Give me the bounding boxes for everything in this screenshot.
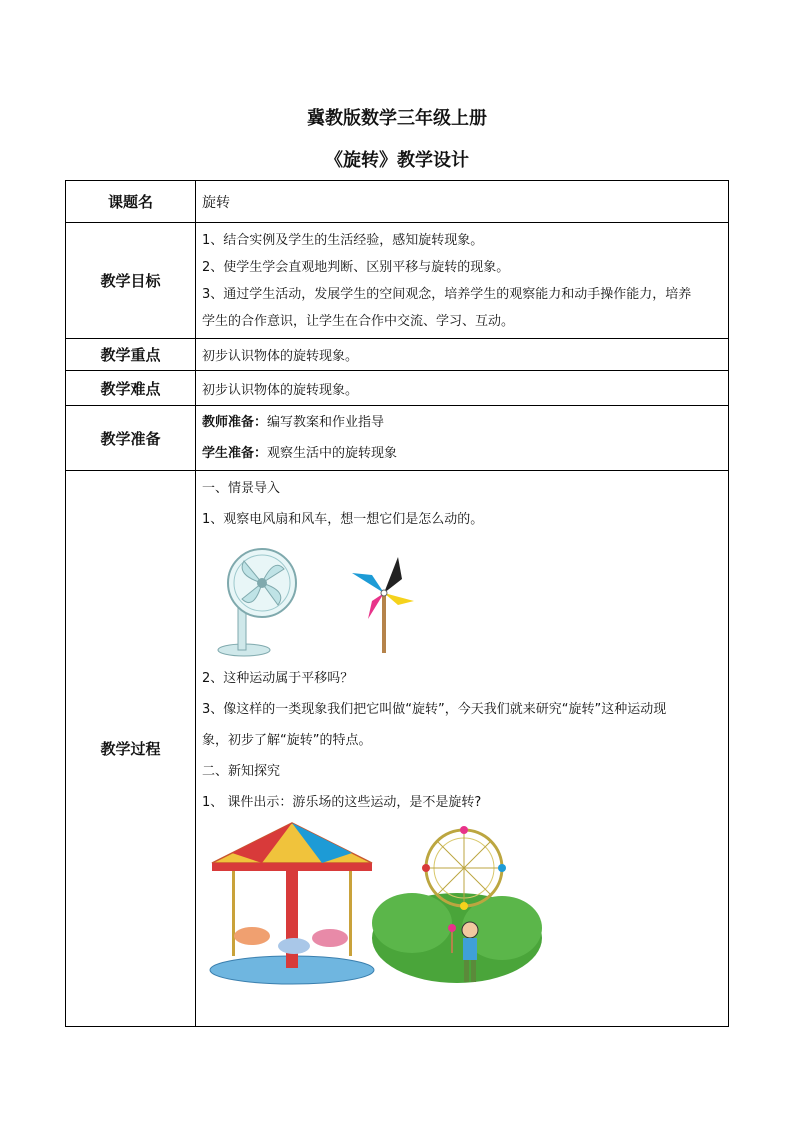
fan-pinwheel-figure <box>202 535 722 663</box>
pinwheel-icon <box>352 557 414 653</box>
row-key-point <box>66 339 729 371</box>
teacher-prep <box>202 407 722 438</box>
section-1-item-2: 2、这种运动属于平移吗？ <box>202 671 354 686</box>
document-subtitle: 《旋转》教学设计 <box>325 150 469 171</box>
goal-item: 3、通过学生活动，发展学生的空间观念，培养学生的观察能力和动手操作能力，培养 <box>202 286 692 302</box>
goals-label: 教学目标 <box>66 223 196 339</box>
row-difficulty <box>66 371 729 406</box>
section-1-title: 一、情景导入 <box>202 481 281 496</box>
teacher-prep-label: 教师准备： <box>202 415 268 430</box>
student-prep-label: 学生准备： <box>202 446 268 461</box>
goal-item: 1、结合实例及学生的生活经验，感知旋转现象。 <box>202 232 484 248</box>
row-preparation <box>66 406 729 471</box>
electric-fan-icon <box>218 549 296 656</box>
key-point-label: 教学重点 <box>66 339 196 371</box>
process-label: 教学过程 <box>66 471 196 1027</box>
preparation-label: 教学准备 <box>66 406 196 471</box>
goal-item: 学生的合作意识，让学生在合作中交流、学习、互动。 <box>202 313 515 329</box>
amusement-park-figure <box>202 818 722 998</box>
document-title: 冀教版数学三年级上册 <box>307 108 487 129</box>
amusement-park-illustration <box>202 818 542 993</box>
goal-item: 2、使学生学会直观地判断、区别平移与旋转的现象。 <box>202 259 510 275</box>
difficulty-label: 教学难点 <box>66 371 196 406</box>
row-process <box>66 471 729 1027</box>
difficulty-value: 初步认识物体的旋转现象。 <box>196 371 729 406</box>
key-point-value: 初步认识物体的旋转现象。 <box>196 339 729 371</box>
section-1-item-3b: 象，初步了解“旋转”的特点。 <box>202 733 372 748</box>
process-value <box>196 471 729 1027</box>
section-1-item-3a: 3、像这样的一类现象我们把它叫做“旋转”，今天我们就来研究“旋转”这种运动现 <box>202 702 667 717</box>
row-goals <box>66 223 729 339</box>
goals-value <box>196 223 729 339</box>
row-topic <box>66 181 729 223</box>
lesson-plan-table <box>65 180 729 1027</box>
teacher-prep-text: 编写教案和作业指导 <box>267 415 385 430</box>
topic-value: 旋转 <box>196 181 729 223</box>
section-2-item-1: 1、 课件出示：游乐场的这些运动，是不是旋转? <box>202 795 482 810</box>
section-2-title: 二、新知探究 <box>202 764 281 779</box>
topic-label: 课题名 <box>66 181 196 223</box>
student-prep <box>202 438 722 469</box>
preparation-value <box>196 406 729 471</box>
section-1-item-1: 1、观察电风扇和风车，想一想它们是怎么动的。 <box>202 512 484 527</box>
carousel-icon <box>210 823 374 984</box>
student-prep-text: 观察生活中的旋转现象 <box>267 446 398 461</box>
fan-pinwheel-illustration <box>202 535 442 663</box>
